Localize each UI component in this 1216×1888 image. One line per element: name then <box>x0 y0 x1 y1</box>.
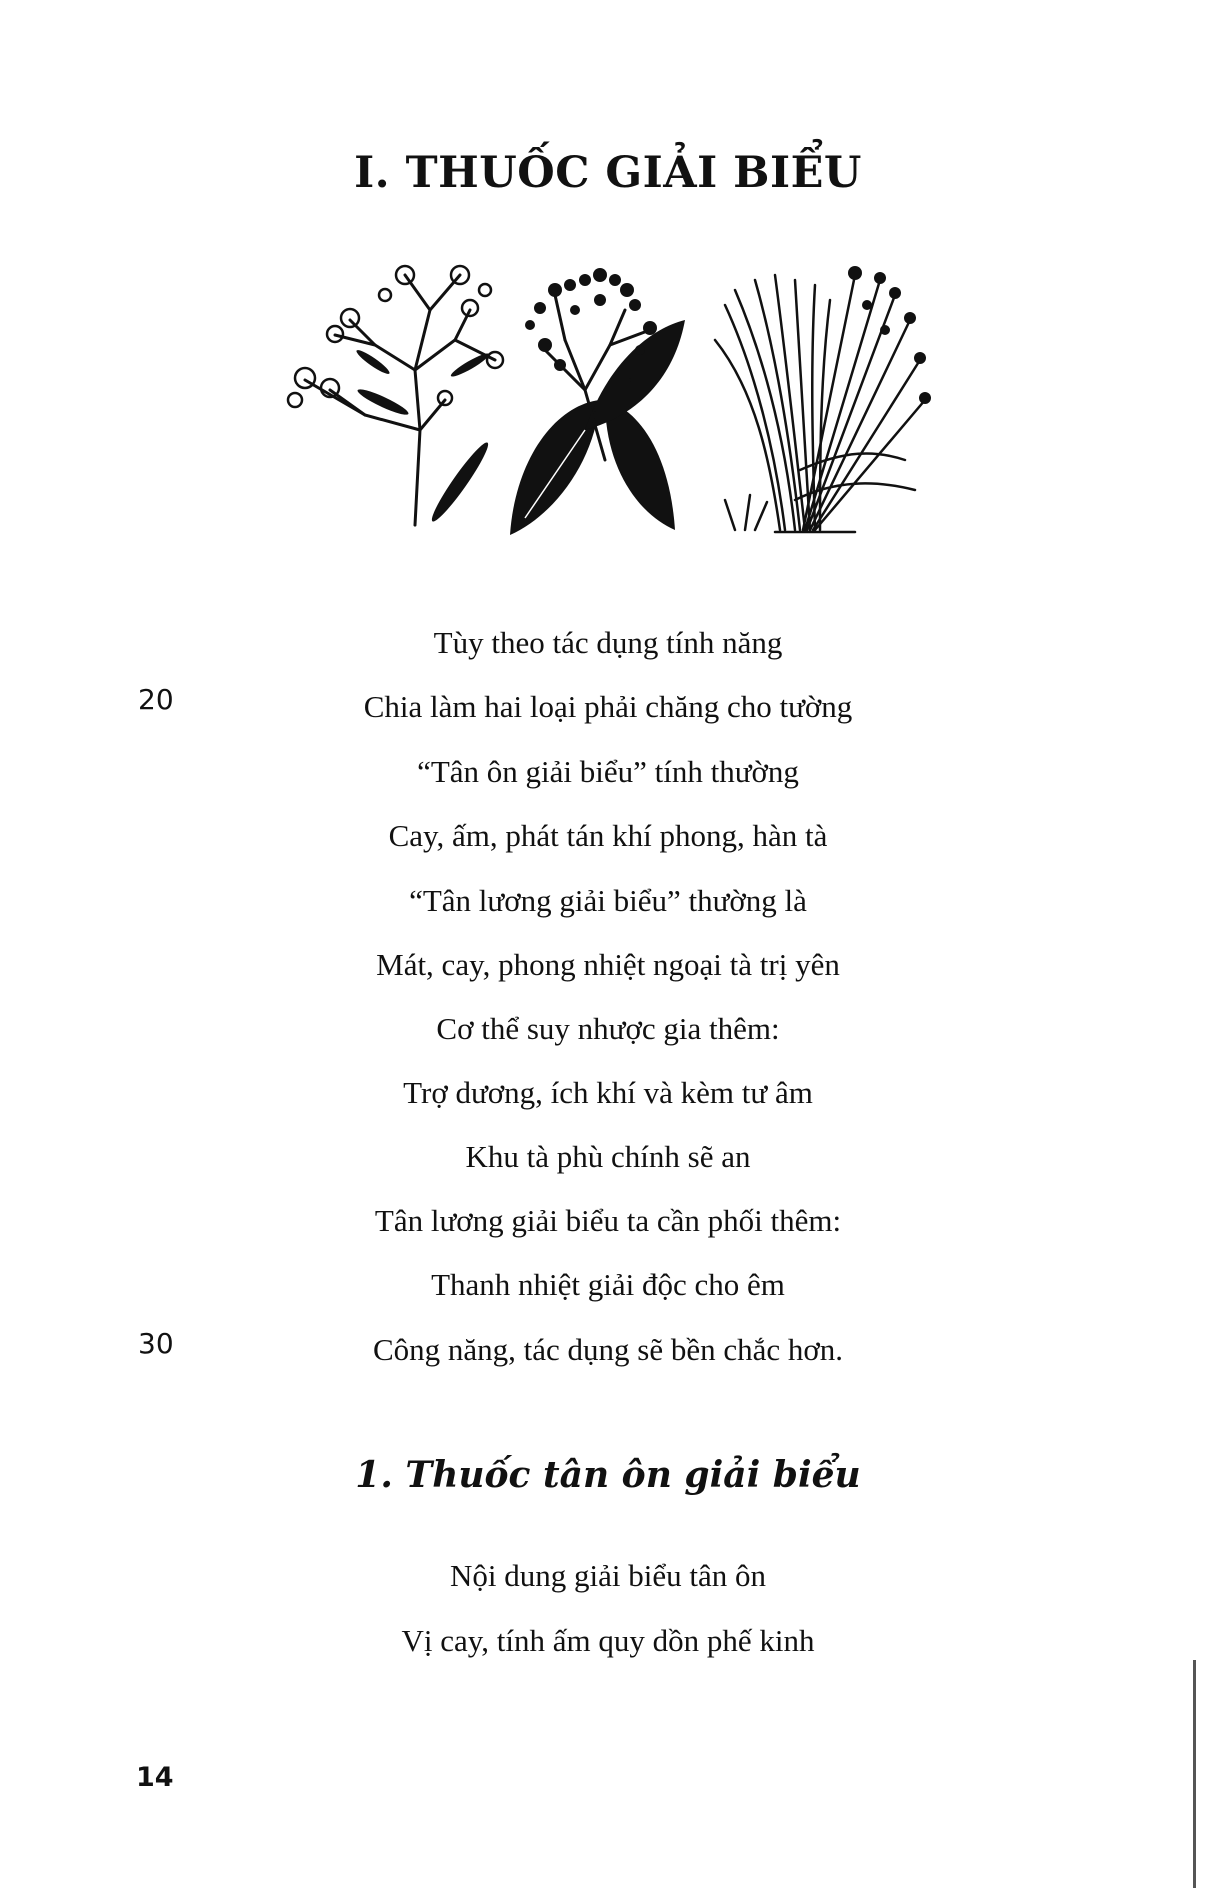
page-edge <box>1193 1660 1196 1888</box>
line-number: 30 <box>138 1327 174 1360</box>
verse-line: Tùy theo tác dụng tính năng <box>433 625 783 660</box>
flowering-herb-icon <box>288 266 503 525</box>
line-number: 20 <box>138 683 174 716</box>
verse-line: Chia làm hai loại phải chăng cho tường <box>363 689 853 724</box>
verse-line: Cơ thể suy nhược gia thêm: <box>436 1011 780 1046</box>
grass-tuft-icon <box>715 266 931 532</box>
verse-line: Cay, ấm, phát tán khí phong, hàn tà <box>388 818 828 853</box>
verse-line: Nội dung giải biểu tân ôn <box>450 1558 766 1593</box>
verse-line: “Tân ôn giải biểu” tính thường <box>417 754 799 789</box>
chapter-heading: I. THUỐC GIẢI BIỂU <box>354 148 862 198</box>
herb-illustrations <box>255 250 975 550</box>
verse-line: Mát, cay, phong nhiệt ngoại tà trị yên <box>376 947 840 982</box>
verse-line: “Tân lương giải biểu” thường là <box>409 883 807 918</box>
section-subheading: 1. Thuốc tân ôn giải biểu <box>355 1454 861 1496</box>
verse-line: Công năng, tác dụng sẽ bền chắc hơn. <box>372 1332 844 1367</box>
leafy-flower-sprig-icon <box>510 268 685 535</box>
page-number: 14 <box>136 1762 174 1793</box>
verse-line: Khu tà phù chính sẽ an <box>465 1139 751 1174</box>
verse-line: Thanh nhiệt giải độc cho êm <box>431 1267 785 1302</box>
verse-line: Tân lương giải biểu ta cần phối thêm: <box>374 1203 842 1238</box>
verse-line: Vị cay, tính ấm quy dồn phế kinh <box>401 1623 815 1658</box>
verse-line: Trợ dương, ích khí và kèm tư âm <box>403 1075 813 1110</box>
